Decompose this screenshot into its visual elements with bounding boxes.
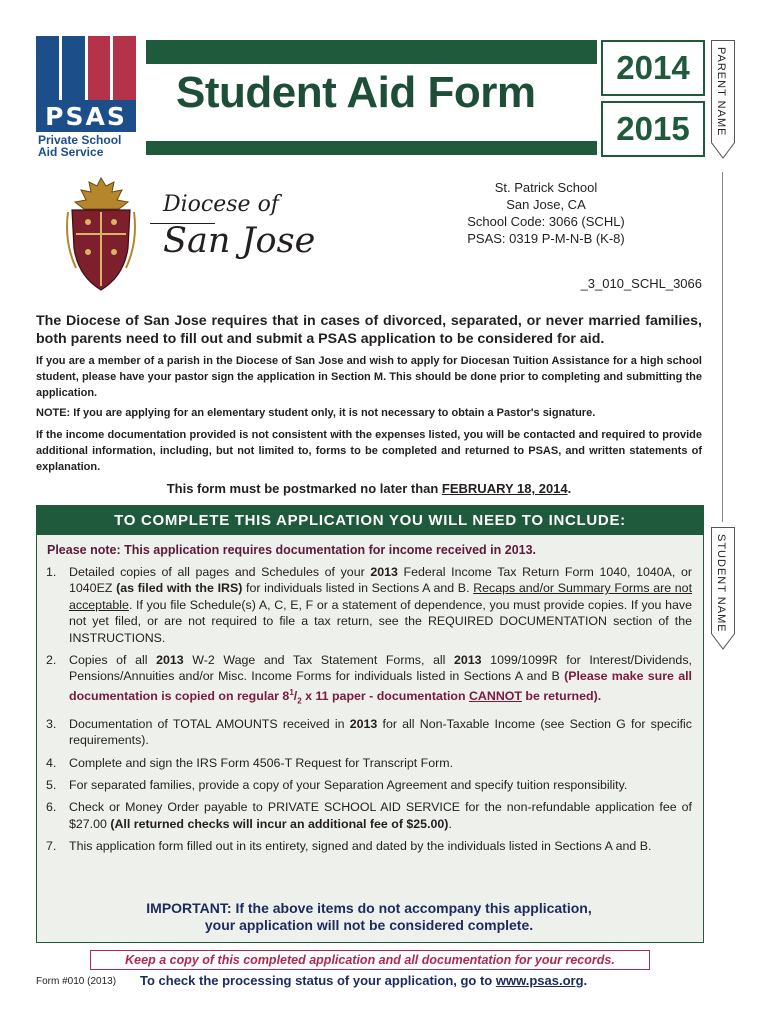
page-title: Student Aid Form: [176, 68, 536, 117]
requirement-item-3: 3. Documentation of TOTAL AMOUNTS received in 2013 for all Non-Taxable Income (see Section G for specific requirements).: [46, 716, 692, 748]
title-band-top: [146, 40, 597, 64]
parent-tab-arrow-icon: [711, 142, 735, 160]
divorced-parents-notice: The Diocese of San Jose requires that in cases of divorced, separated, or never married families, both parents need to fill out and submit a PSAS application to be considered for aid.: [36, 313, 702, 347]
psas-code: PSAS: 0319 P-M-N-B (K-8): [467, 231, 625, 246]
logo-word: PSAS: [36, 100, 136, 132]
elementary-note: NOTE: If you are applying for an elementary student only, it is not necessary to obtain a Pastor's signature.: [36, 407, 596, 419]
student-tab-arrow-icon: [711, 633, 735, 651]
pastor-signature-paragraph: If you are a member of a parish in the Diocese of San Jose and wish to apply for Diocesan Tuition Assistance for a high school student, please have your pastor sign the application in Section M. This should be done prior to completing and submitting the application.: [36, 355, 702, 399]
diocese-crest-icon: [62, 172, 140, 296]
school-info: [420, 179, 672, 247]
psas-logo: [36, 36, 136, 158]
requirements-note: Please note: This application requires documentation for income received in 2013.: [47, 543, 537, 557]
form-number: Form #010 (2013): [36, 976, 117, 987]
deadline-date: FEBRUARY 18, 2014: [441, 481, 568, 496]
requirement-item-5: 5. For separated families, provide a copy of your Separation Agreement and specify tuition responsibility.: [46, 778, 628, 793]
school-name: St. Patrick School: [494, 180, 598, 195]
logo-bars: [36, 36, 136, 100]
requirement-item-1: 1. Detailed copies of all pages and Schedules of your 2013 Federal Income Tax Return Form 1040, 1040A, or 1040EZ (as filed with the IRS) for individuals listed in Sections A and B. Recaps and/or Summary Forms are not acceptable. If you file Schedule(s) A, C, E, F or a statement of dependence, you must provide copies. If you have not yet filed, or are not required to file a tax return, see the REQUIRED DOCUMENTATION section of the INSTRUCTIONS.: [46, 565, 693, 645]
side-rule: [722, 172, 723, 522]
logo-subtitle: Private School Aid Service: [38, 133, 122, 159]
year-start: 2014: [601, 40, 705, 96]
student-name-label: STUDENT NAME: [715, 534, 727, 633]
school-city: San Jose, CA: [506, 197, 586, 212]
school-code: School Code: 3066 (SCHL): [467, 214, 625, 229]
requirement-item-7: 7. This application form filled out in its entirety, signed and dated by the individuals listed in Sections A and B.: [46, 839, 652, 854]
diocese-of-text: Diocese of: [163, 192, 279, 217]
postmark-deadline: This form must be postmarked no later than FEBRUARY 18, 2014.: [166, 481, 572, 496]
requirement-item-4: 4. Complete and sign the IRS Form 4506-T Request for Transcript Form.: [46, 755, 454, 770]
requirement-item-6: 6. Check or Money Order payable to PRIVATE SCHOOL AID SERVICE for the non-refundable application fee of $27.00 (All returned checks will incur an additional fee of $25.00).: [46, 800, 692, 831]
requirements-header: TO COMPLETE THIS APPLICATION YOU WILL NEED TO INCLUDE:: [37, 506, 703, 535]
requirement-item-2: 2. Copies of all 2013 W-2 Wage and Tax Statement Forms, all 2013 1099/1099R for Interest/Dividends, Pensions/Annuities and/or Misc. Income Forms for individuals listed in Sections A and B (Please make sure all documentation is copied on regular $8^1/_2$ x 11 paper - documentation CANNOT be returned).: [46, 653, 692, 706]
school-identifier: _3_010_SCHL_3066: [580, 276, 702, 291]
parent-name-label: PARENT NAME: [715, 47, 727, 137]
important-warning: IMPORTANT: If the above items do not accompany this application, your application will not be considered complete.: [146, 900, 592, 933]
requirements-list: [46, 564, 692, 861]
psas-website-link[interactable]: www.psas.org: [495, 973, 584, 988]
keep-copy-notice: Keep a copy of this completed application and all documentation for your records.: [90, 950, 650, 970]
year-end: 2015: [601, 101, 705, 157]
diocese-name: San Jose: [163, 221, 316, 261]
parent-name-tab[interactable]: [711, 40, 735, 143]
income-documentation-paragraph: If the income documentation provided is not consistent with the expenses listed, you will be contacted and required to provide additional information, including, but not limited to, forms to be completed and returned to PSAS, and written statements of explanation.: [36, 429, 702, 473]
student-name-tab[interactable]: [711, 527, 735, 634]
title-band-bottom: [146, 141, 597, 155]
status-check-line: To check the processing status of your application, go to www.psas.org.: [140, 973, 588, 988]
